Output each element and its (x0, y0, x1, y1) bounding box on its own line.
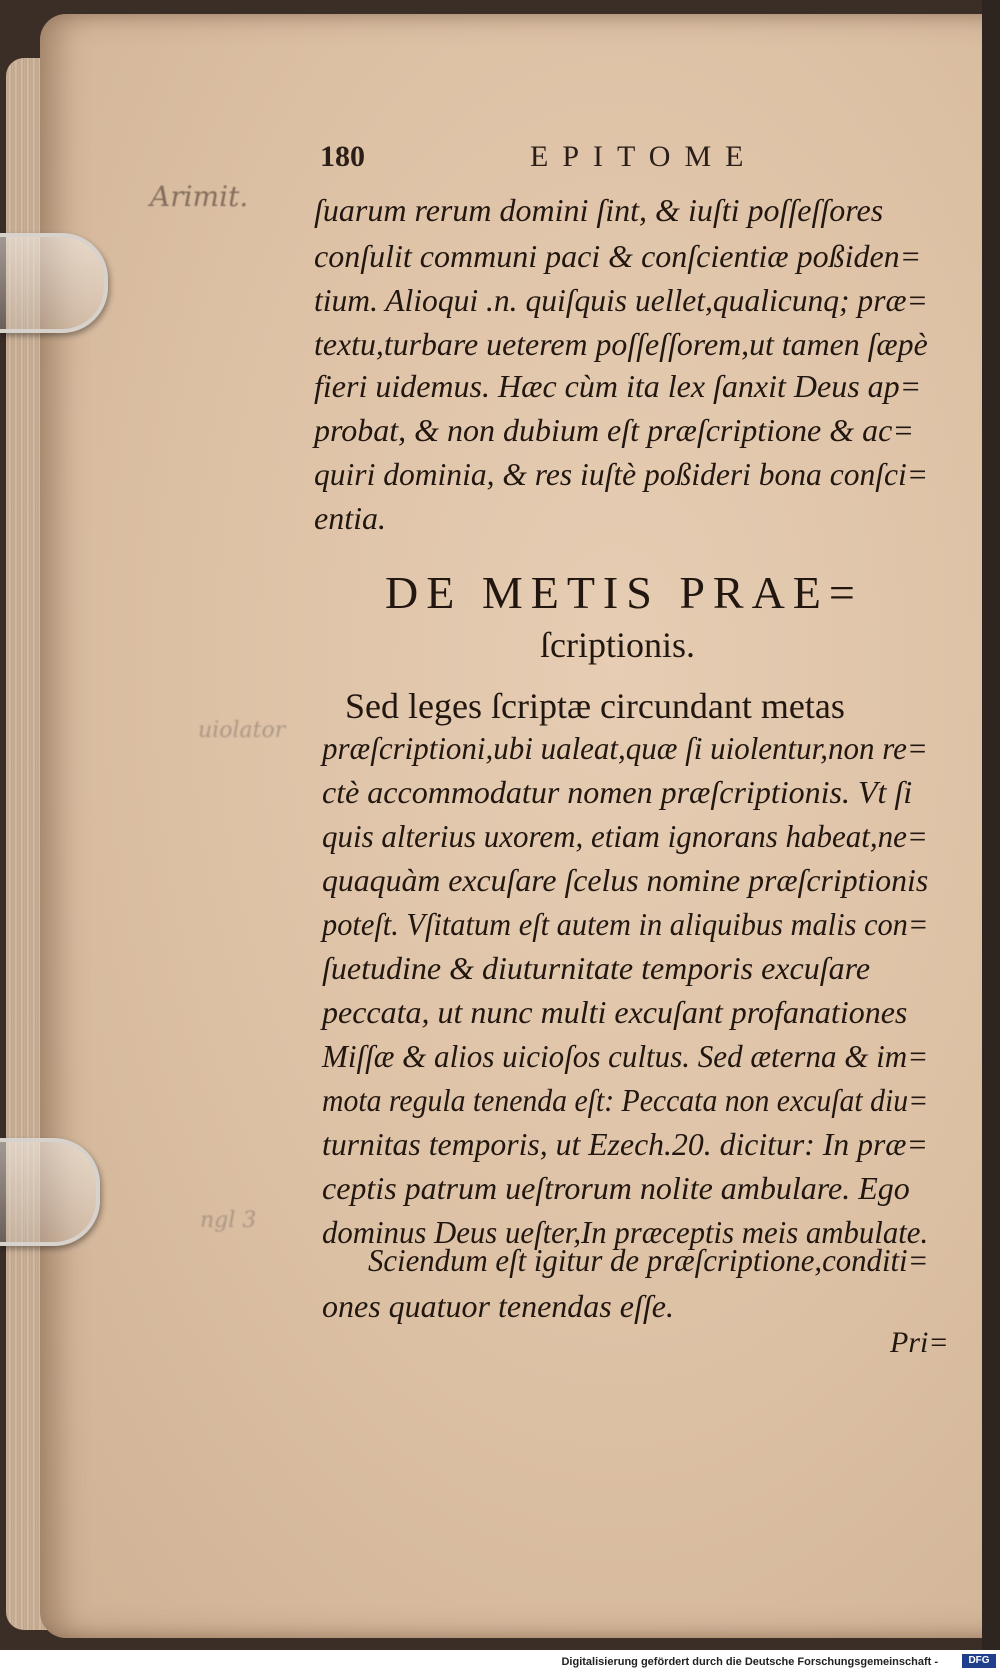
text-line: fieri uidemus. Hæc cùm ita lex ſanxit Deus ap= (314, 368, 922, 404)
text-line: quis alterius uxorem, etiam ignorans habeat,ne= (322, 818, 928, 854)
text-line: quiri dominia, & res iuſtè poßideri bona conſci= (314, 456, 929, 492)
text-line: quaquàm excuſare ſcelus nomine præſcriptionis (322, 862, 929, 898)
dfg-logo: DFG (962, 1654, 996, 1668)
text-line: probat, & non dubium eſt præſcriptione & ac= (314, 412, 914, 448)
text-line: dominus Deus ueſter,In præceptis meis ambulate. (322, 1214, 929, 1250)
text-line: ceptis patrum ueſtrorum nolite ambulare. Ego (322, 1170, 910, 1206)
text-line: poteſt. Vſitatum eſt autem in aliquibus malis con= (322, 906, 929, 942)
margin-note-top: Arimit. (150, 180, 249, 213)
margin-note-middle: uiolator (198, 718, 286, 743)
text-line: præſcriptioni,ubi ualeat,quæ ſi uiolentur,non re= (322, 730, 928, 766)
text-line: peccata, ut nunc multi excuſant profanationes (322, 994, 908, 1030)
catchword: Pri= (890, 1326, 949, 1359)
text-line: turnitas temporis, ut Ezech.20. dicitur: In præ= (322, 1126, 928, 1162)
text-line: Sciendum eſt igitur de præſcriptione,conditi= (368, 1242, 929, 1278)
page-number: 180 (320, 140, 365, 173)
section-heading-line-2: ſcriptionis. (540, 625, 695, 665)
text-line: Miſſæ & alios uicioſos cultus. Sed æterna & im= (322, 1038, 929, 1074)
section-heading-line-1: DE METIS PRAE= (385, 567, 863, 618)
digitization-credit: Digitalisierung gefördert durch die Deutsche Forschungsgemeinschaft - (561, 1656, 938, 1668)
text-line: textu,turbare ueterem poſſeſſorem,ut tamen ſæpè (314, 326, 928, 362)
text-line: ſuetudine & diuturnitate temporis excuſare (322, 950, 871, 986)
margin-note-lower: ngl 3 (200, 1208, 257, 1233)
text-line: mota regula tenenda eſt: Peccata non excuſat diu= (322, 1082, 929, 1118)
text-line: ſuarum rerum domini ſint, & iuſti poſſeſſores (314, 192, 884, 228)
text-line: tium. Alioqui .n. quiſquis uellet,qualicunq; præ= (314, 282, 928, 318)
text-line: ones quatuor tenendas eſſe. (322, 1288, 674, 1324)
running-head: EPITOME (530, 140, 758, 173)
text-line: ctè accommodatur nomen præſcriptionis. Vt ſi (322, 774, 913, 810)
text-line: conſulit communi paci & conſcientiæ poßiden= (314, 238, 922, 274)
text-line: entia. (314, 500, 386, 536)
book-clip-bottom (0, 1138, 100, 1246)
book-clip-top (0, 233, 108, 333)
right-edge (982, 0, 1000, 1650)
paragraph-lead-line: Sed leges ſcriptæ circundant metas (345, 686, 845, 726)
